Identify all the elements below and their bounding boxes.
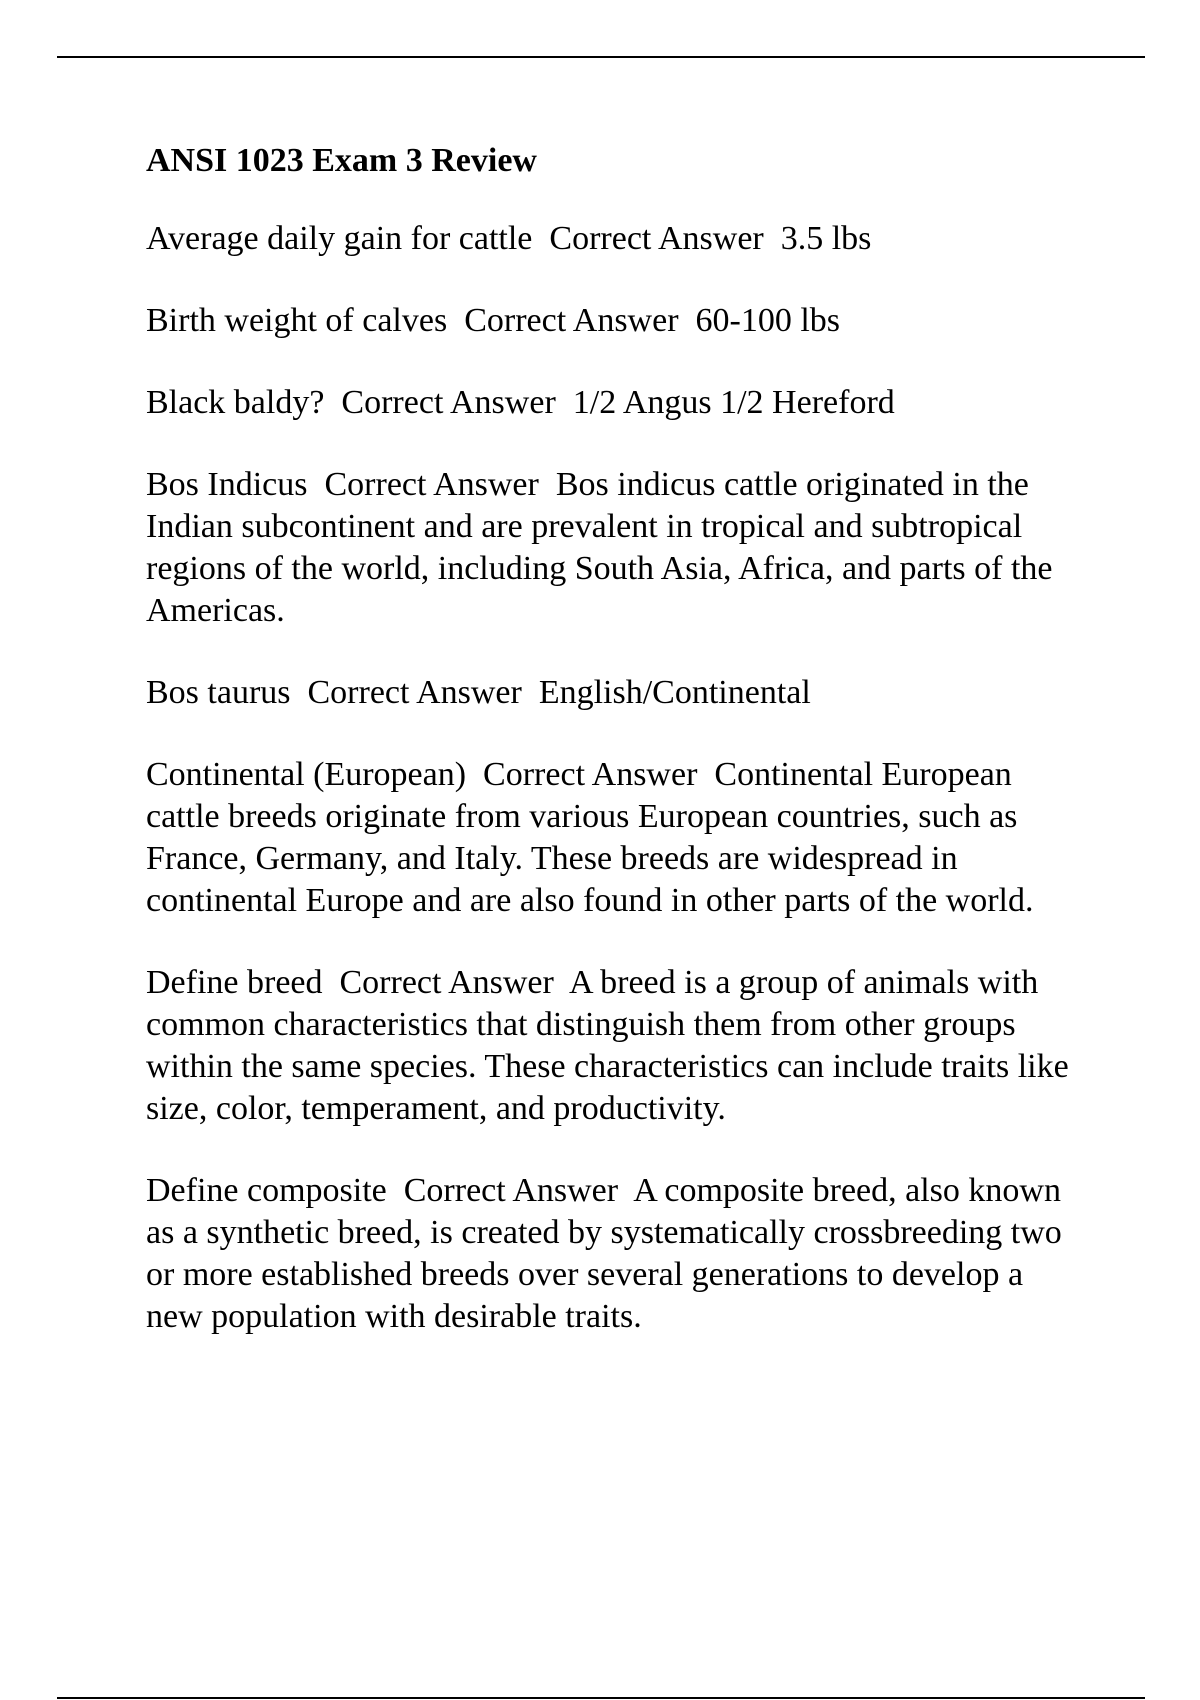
document-title: ANSI 1023 Exam 3 Review [146,142,537,179]
footer-rule [57,1697,1145,1699]
header-rule [57,56,1145,58]
qa-entry-bos-taurus: Bos taurus Correct Answer English/Continental [146,674,811,711]
document-body [146,140,1086,1378]
qa-entry-birth-weight: Birth weight of calves Correct Answer 60-100 lbs [146,302,841,339]
qa-entry-define-composite: Define composite Correct Answer A composite breed, also known as a synthetic breed, is created by systematically crossbreeding two or more established breeds over several generations to develop a new population with desirable traits. [146,1172,1071,1335]
qa-entry-average-daily-gain: Average daily gain for cattle Correct Answer 3.5 lbs [146,220,872,257]
qa-entry-continental: Continental (European) Correct Answer Continental European cattle breeds originate from various European countries, such as France, Germany, and Italy. These breeds are widespread in continental Europe and are also found in other parts of the world. [146,756,1034,919]
qa-entry-define-breed: Define breed Correct Answer A breed is a group of animals with common characteristics that distinguish them from other groups within the same species. These characteristics can include traits like size, color, temperament, and productivity. [146,964,1078,1127]
qa-entry-bos-indicus: Bos Indicus Correct Answer Bos indicus cattle originated in the Indian subcontinent and are prevalent in tropical and subtropical regions of the world, including South Asia, Africa, and parts of the Americas. [146,466,1060,629]
qa-entry-black-baldy: Black baldy? Correct Answer 1/2 Angus 1/2 Hereford [146,384,895,421]
